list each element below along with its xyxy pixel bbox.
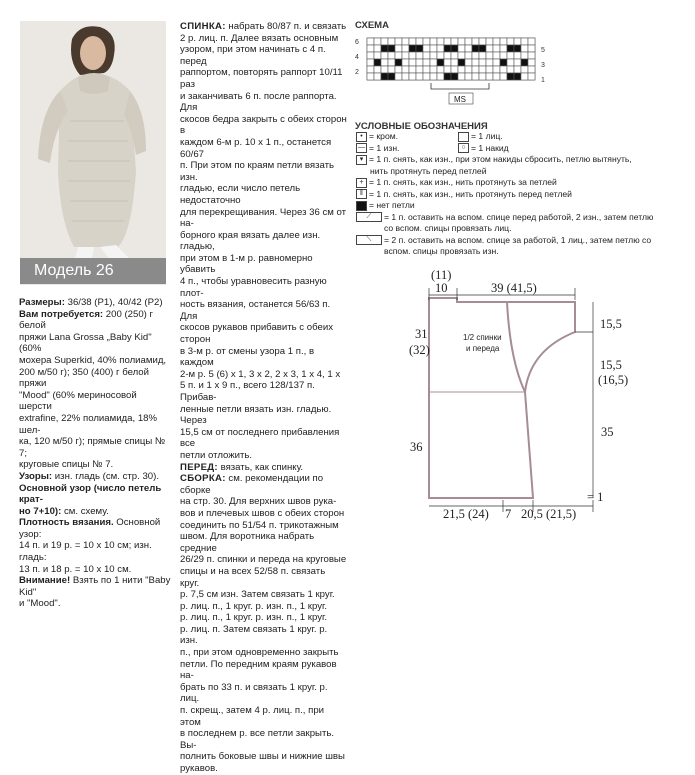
dim-label: 36 bbox=[410, 440, 423, 454]
assembly-line: р. лиц. п., 1 круг. р. изн. п., 1 круг. bbox=[180, 612, 327, 624]
back-line: ленные петли вязать изн. гладью. Через bbox=[180, 403, 332, 427]
sizes-label: Размеры: bbox=[19, 297, 65, 308]
chart-cell bbox=[528, 73, 535, 80]
chart-cell bbox=[437, 38, 444, 45]
row-number: 6 bbox=[355, 39, 359, 46]
chart-cell bbox=[423, 45, 430, 52]
row-number: 2 bbox=[355, 69, 359, 76]
knitting-chart bbox=[355, 33, 555, 113]
repeat-bracket bbox=[431, 83, 489, 89]
chart-cell bbox=[472, 66, 479, 73]
back-line: раппортом, повторять раппорт 10/11 раз bbox=[180, 67, 343, 90]
chart-cell bbox=[458, 73, 465, 80]
chart-cell bbox=[409, 38, 416, 45]
density-line: 13 п. и 18 р. = 10 х 10 см. bbox=[19, 563, 132, 575]
chart-cell bbox=[381, 38, 388, 45]
chart-cell bbox=[409, 66, 416, 73]
back-line: каждом 6-м р. 10 х 1 п., останется 60/67 bbox=[180, 136, 332, 160]
chart-cells bbox=[367, 38, 535, 80]
chart-cell bbox=[402, 59, 409, 66]
chart-cell bbox=[437, 45, 444, 52]
legend-row bbox=[356, 200, 691, 212]
chart-cell bbox=[402, 73, 409, 80]
dim-label: (16,5) bbox=[598, 373, 629, 387]
need-line: круговые спицы № 7. bbox=[19, 459, 114, 471]
assembly-line: брать по 33 п. и связать 1 круг. р. лиц. bbox=[180, 681, 328, 705]
assembly-line: соединить по 51/54 п. трикотажным bbox=[180, 519, 339, 531]
assembly-line: на стр. 30. Для верхних швов рука- bbox=[180, 496, 337, 508]
main-pattern bbox=[19, 483, 171, 518]
chart-cell bbox=[367, 59, 374, 66]
dim-label: 15,5 bbox=[600, 317, 622, 331]
chart-cell bbox=[374, 38, 381, 45]
chart-cell bbox=[472, 45, 479, 52]
chart-cell bbox=[381, 59, 388, 66]
dim-label: 15,5 bbox=[600, 358, 622, 372]
legend-text: = нет петли bbox=[369, 200, 415, 210]
chart-cell bbox=[444, 45, 451, 52]
chart-cell bbox=[493, 59, 500, 66]
knit-icon bbox=[458, 132, 469, 142]
legend-text: = 2 п. оставить на вспом. спице за работой, 1 лиц., затем петлю со bbox=[384, 234, 652, 245]
chart-cell bbox=[374, 59, 381, 66]
chart-cell bbox=[367, 45, 374, 52]
chart-cell bbox=[528, 45, 535, 52]
legend-row bbox=[356, 131, 691, 143]
need-line: extrafine, 22% полиамида, 18% шел- bbox=[19, 412, 158, 436]
chart-cell bbox=[465, 59, 472, 66]
dimension-lines bbox=[429, 288, 593, 512]
dim-label: 20,5 (21,5) bbox=[521, 507, 577, 521]
legend-text: = 1 п. снять, как изн., нить протянуть за петлей bbox=[369, 177, 557, 187]
chart-cell bbox=[374, 45, 381, 52]
chart-cell bbox=[521, 52, 528, 59]
chart-cell bbox=[507, 59, 514, 66]
back-label: СПИНКА: bbox=[180, 21, 226, 32]
chart-cell bbox=[416, 73, 423, 80]
chart-cell bbox=[451, 73, 458, 80]
chart-cell bbox=[367, 52, 374, 59]
chart-cell bbox=[388, 45, 395, 52]
assembly-line: полнить боковые швы и нижние швы bbox=[180, 751, 345, 763]
need-line: ка, 120 м/50 г); прямые спицы № 7; bbox=[19, 436, 166, 459]
chart-cell bbox=[486, 73, 493, 80]
back-line: петли отложить. bbox=[180, 449, 253, 461]
legend bbox=[356, 131, 691, 258]
row-number: 4 bbox=[355, 54, 359, 61]
chart-cell bbox=[430, 38, 437, 45]
chart-cell bbox=[528, 52, 535, 59]
legend-title: УСЛОВНЫЕ ОБОЗНАЧЕНИЯ bbox=[355, 121, 488, 132]
back-line: для перекрещивания. Через 36 см от на- bbox=[180, 206, 347, 230]
chart-cell bbox=[374, 52, 381, 59]
chart-cell bbox=[381, 52, 388, 59]
chart-cell bbox=[430, 73, 437, 80]
yarn-over-icon: ○ bbox=[458, 143, 469, 153]
chart-cell bbox=[493, 38, 500, 45]
chart-cell bbox=[388, 38, 395, 45]
front-section bbox=[180, 462, 347, 474]
legend-text: = 1 изн. bbox=[369, 142, 400, 153]
back-line: при этом в 1-м р. равномерно убавить bbox=[180, 252, 313, 276]
main-label-2: но 7+10): bbox=[19, 505, 62, 517]
chart-cell bbox=[416, 52, 423, 59]
chart-cell bbox=[528, 66, 535, 73]
chart-cell bbox=[402, 38, 409, 45]
chart-cell bbox=[388, 73, 395, 80]
model-illustration bbox=[20, 21, 166, 285]
chart-cell bbox=[514, 52, 521, 59]
garment-schematic bbox=[355, 262, 693, 526]
assembly-line: вов и плечевых швов с обеих сторон bbox=[180, 507, 345, 519]
chart-cell bbox=[409, 45, 416, 52]
chart-cell bbox=[444, 59, 451, 66]
chart-cell bbox=[472, 73, 479, 80]
chart-cell bbox=[521, 59, 528, 66]
chart-cell bbox=[451, 59, 458, 66]
chart-cell bbox=[486, 38, 493, 45]
patterns-text: изн. гладь (см. стр. 30). bbox=[52, 470, 159, 482]
back-section bbox=[180, 21, 347, 462]
chart-cell bbox=[395, 52, 402, 59]
chart-cell bbox=[514, 38, 521, 45]
back-line: 4 п., чтобы уравновесить разную плот- bbox=[180, 276, 327, 299]
edge-stitch-icon: • bbox=[356, 132, 367, 142]
legend-row bbox=[356, 212, 691, 224]
chart-cell bbox=[521, 73, 528, 80]
chart-cell bbox=[423, 73, 430, 80]
chart-cell bbox=[367, 38, 374, 45]
chart-cell bbox=[409, 59, 416, 66]
legend-row bbox=[356, 246, 691, 258]
chart-cell bbox=[430, 59, 437, 66]
chart-cell bbox=[458, 59, 465, 66]
assembly-line: в последнем р. все петли закрыть. Вы- bbox=[180, 728, 334, 751]
chart-cell bbox=[521, 66, 528, 73]
chart-cell bbox=[402, 66, 409, 73]
legend-text: = 1 п. снять, как изн., при этом накиды сбросить, петлю вытянуть, bbox=[369, 154, 632, 164]
chart-cell bbox=[486, 52, 493, 59]
chart-cell bbox=[479, 66, 486, 73]
dim-label: (11) bbox=[431, 268, 452, 282]
legend-text: = 1 п. снять, как изн., нить протянуть перед петлей bbox=[369, 188, 572, 199]
legend-text: нить протянуть перед петлей bbox=[370, 165, 487, 176]
chart-cell bbox=[500, 45, 507, 52]
assembly-line: п. скрещ., затем 4 р. лиц. п., при этом bbox=[180, 705, 325, 728]
legend-text: со вспом. спицы провязать лиц. bbox=[384, 223, 512, 233]
sizes bbox=[19, 297, 171, 309]
legend-row bbox=[356, 154, 691, 166]
assembly-line: р. 7,5 см изн. Затем связать 1 круг. bbox=[180, 589, 335, 601]
assembly-line: см. рекомендации по сборке bbox=[180, 473, 324, 496]
main-label: Основной узор (число петель крат- bbox=[19, 482, 162, 506]
need-line: пряжи Lana Grossa „Baby Kid" (60% bbox=[19, 331, 152, 355]
assembly-section bbox=[180, 473, 347, 774]
chart-cell bbox=[521, 38, 528, 45]
chart-cell bbox=[430, 66, 437, 73]
chart-cell bbox=[423, 66, 430, 73]
slip-back-icon: + bbox=[356, 178, 367, 188]
chart-cell bbox=[374, 66, 381, 73]
chart-cell bbox=[416, 59, 423, 66]
chart-cell bbox=[388, 66, 395, 73]
chart-cell bbox=[486, 45, 493, 52]
chart-cell bbox=[451, 38, 458, 45]
chart-cell bbox=[395, 73, 402, 80]
chart-cell bbox=[493, 45, 500, 52]
chart-cell bbox=[423, 52, 430, 59]
chart-cell bbox=[528, 38, 535, 45]
dim-label: (32) bbox=[409, 343, 430, 357]
legend-row bbox=[356, 223, 691, 235]
chart-cell bbox=[416, 66, 423, 73]
chart-cell bbox=[381, 73, 388, 80]
chart-cell bbox=[465, 38, 472, 45]
chart-cell bbox=[472, 38, 479, 45]
density bbox=[19, 517, 171, 575]
chart-cell bbox=[472, 59, 479, 66]
chart-cell bbox=[395, 66, 402, 73]
chart-cell bbox=[521, 45, 528, 52]
chart-cell bbox=[500, 38, 507, 45]
back-line: гладью, если число петель недостаточно bbox=[180, 183, 301, 206]
chart-cell bbox=[500, 66, 507, 73]
slip-front-icon: ‖ bbox=[356, 189, 367, 199]
chart-cell bbox=[451, 66, 458, 73]
chart-cell bbox=[528, 59, 535, 66]
scheme-title: СХЕМА bbox=[355, 20, 389, 31]
assembly-line: 26/29 п. спинки и переда на круговые bbox=[180, 554, 347, 566]
back-line: 5 п. и 1 х 9 п., всего 128/137 п. Прибав- bbox=[180, 380, 315, 403]
chart-cell bbox=[514, 59, 521, 66]
chart-cell bbox=[507, 73, 514, 80]
legend-row bbox=[356, 235, 691, 247]
model-caption: Модель 26 bbox=[20, 258, 166, 284]
chart-cell bbox=[458, 66, 465, 73]
need-label: Вам потребуется: bbox=[19, 308, 104, 320]
row-number: 3 bbox=[541, 62, 545, 69]
chart-cell bbox=[444, 52, 451, 59]
patterns-label: Узоры: bbox=[19, 470, 53, 482]
dim-label: 31 bbox=[415, 327, 428, 341]
need-line: "Mood" (60% мериносовой шерсти bbox=[19, 389, 137, 413]
garment-outline bbox=[429, 298, 575, 498]
main-text: см. схему. bbox=[61, 505, 109, 517]
patterns bbox=[19, 471, 171, 483]
chart-cell bbox=[479, 52, 486, 59]
chart-cell bbox=[514, 73, 521, 80]
chart-cell bbox=[465, 52, 472, 59]
dim-label: 21,5 (24) bbox=[443, 507, 489, 521]
front-text: вязать, как спинку. bbox=[217, 461, 304, 473]
chart-cell bbox=[444, 38, 451, 45]
back-line: 2-м р. 5 (6) х 1, 3 х 2, 2 х 3, 1 х 4, 1 х bbox=[180, 368, 341, 380]
chart-cell bbox=[507, 52, 514, 59]
chart-cell bbox=[437, 52, 444, 59]
note-line: Взять по 1 нити "Baby Kid" bbox=[19, 575, 171, 598]
repeat-label: MS bbox=[454, 95, 466, 104]
note-label: Внимание! bbox=[19, 575, 71, 587]
chart-cell bbox=[388, 59, 395, 66]
legend-text: = кром. bbox=[369, 131, 399, 141]
chart-cell bbox=[416, 38, 423, 45]
sizes-text: 36/38 (P1), 40/42 (P2) bbox=[64, 297, 163, 308]
back-line: 15,5 см от последнего прибавления все bbox=[180, 426, 340, 450]
chart-cell bbox=[486, 66, 493, 73]
back-line: набрать 80/87 п. и связать bbox=[225, 21, 347, 32]
need-line: 200 м/50 г); 350 (400) г белой пряжи bbox=[19, 366, 149, 390]
back-line: скосов рукавов прибавить с обеих сторон bbox=[180, 322, 333, 346]
back-line: п. При этом по краям петли вязать изн. bbox=[180, 160, 334, 183]
chart-cell bbox=[458, 45, 465, 52]
chart-cell bbox=[465, 73, 472, 80]
dim-label: 7 bbox=[505, 507, 512, 521]
cross-right-icon: ⟍ bbox=[356, 235, 382, 245]
legend-text: = 1 лиц. bbox=[471, 131, 503, 141]
legend-row bbox=[356, 177, 691, 189]
back-line: ность вязания, останется 56/63 п. Для bbox=[180, 299, 331, 322]
chart-cell bbox=[507, 45, 514, 52]
instructions-column bbox=[180, 21, 347, 775]
chart-cell bbox=[416, 45, 423, 52]
chart-cell bbox=[395, 45, 402, 52]
back-line: и заканчивать 6 п. после раппорта. Для bbox=[180, 90, 337, 114]
chart-cell bbox=[472, 52, 479, 59]
chart-cell bbox=[465, 66, 472, 73]
no-stitch-icon bbox=[356, 201, 367, 211]
chart-cell bbox=[493, 66, 500, 73]
legend-row bbox=[356, 143, 691, 155]
piece-label: и переда bbox=[466, 344, 500, 353]
chart-cell bbox=[402, 52, 409, 59]
need-line: 200 (250) г белой bbox=[19, 308, 154, 332]
materials bbox=[19, 309, 171, 471]
front-label: ПЕРЕД: bbox=[180, 461, 218, 473]
note bbox=[19, 575, 171, 610]
chart-cell bbox=[367, 66, 374, 73]
density-line: 14 п. и 19 р. = 10 х 10 см; изн. гладь: bbox=[19, 540, 152, 564]
chart-cell bbox=[451, 45, 458, 52]
legend-text: = 1 п. оставить на вспом. спице перед работой, 2 изн., затем петлю bbox=[384, 211, 654, 222]
density-label: Плотность вязания. bbox=[19, 517, 114, 529]
chart-cell bbox=[486, 59, 493, 66]
assembly-line: п., при этом одновременно закрыть bbox=[180, 647, 339, 659]
chart-cell bbox=[367, 73, 374, 80]
chart-cell bbox=[444, 66, 451, 73]
dim-label: 10 bbox=[435, 281, 448, 295]
chart-cell bbox=[479, 38, 486, 45]
assembly-line: р. лиц. п. Затем связать 1 круг. р. изн. bbox=[180, 623, 328, 647]
back-line: узором, при этом начинать с 4 п. перед bbox=[180, 44, 326, 67]
chart-cell bbox=[500, 73, 507, 80]
chart-cell bbox=[507, 38, 514, 45]
assembly-line: р. лиц. п., 1 круг. р. изн. п., 1 круг. bbox=[180, 600, 327, 612]
model-photo bbox=[20, 21, 166, 285]
chart-cell bbox=[381, 45, 388, 52]
back-line: в 3-м р. от смены узора 1 п., в каждом bbox=[180, 345, 315, 369]
chart-cell bbox=[458, 38, 465, 45]
chart-cell bbox=[514, 66, 521, 73]
cross-left-icon: ⟋ bbox=[356, 212, 382, 222]
back-line: борного края вязать далее изн. гладью, bbox=[180, 229, 321, 253]
chart-cell bbox=[500, 59, 507, 66]
chart-cell bbox=[402, 45, 409, 52]
legend-row bbox=[356, 189, 691, 201]
dim-label: 39 (41,5) bbox=[491, 281, 537, 295]
chart-cell bbox=[444, 73, 451, 80]
chart-cell bbox=[430, 45, 437, 52]
chart-cell bbox=[430, 52, 437, 59]
assembly-line: рукавов. bbox=[180, 763, 218, 774]
chart-cell bbox=[374, 73, 381, 80]
chart-cell bbox=[458, 52, 465, 59]
assembly-line: петли. По передним краям рукавов на- bbox=[180, 658, 337, 682]
chart-cell bbox=[479, 73, 486, 80]
chart-cell bbox=[437, 66, 444, 73]
chart-cell bbox=[465, 45, 472, 52]
materials-column bbox=[19, 297, 171, 610]
legend-text: вспом. спицы провязать изн. bbox=[384, 246, 499, 256]
assembly-label: СБОРКА: bbox=[180, 473, 226, 485]
row-number: 5 bbox=[541, 47, 545, 54]
assembly-line: спицы и на всех 52/58 п. связать круг. bbox=[180, 565, 326, 589]
chart-cell bbox=[451, 52, 458, 59]
chart-cell bbox=[507, 66, 514, 73]
chart-cell bbox=[479, 45, 486, 52]
back-line: 2 р. лиц. п. Далее вязать основным bbox=[180, 32, 339, 44]
chart-cell bbox=[437, 73, 444, 80]
density-line: Основной узор: bbox=[19, 517, 161, 540]
chart-cell bbox=[381, 66, 388, 73]
piece-label: 1/2 спинки bbox=[463, 333, 502, 342]
dim-label: 35 bbox=[601, 425, 614, 439]
note-line: и "Mood". bbox=[19, 598, 61, 610]
dim-label: = 1 bbox=[587, 490, 604, 504]
chart-cell bbox=[500, 52, 507, 59]
legend-text: = 1 накид bbox=[471, 142, 509, 153]
chart-cell bbox=[423, 59, 430, 66]
chart-cell bbox=[479, 59, 486, 66]
purl-icon: — bbox=[358, 144, 365, 152]
chart-cell bbox=[423, 38, 430, 45]
row-number: 1 bbox=[541, 77, 545, 84]
slip-drop-icon: ▾ bbox=[356, 155, 367, 165]
chart-cell bbox=[409, 52, 416, 59]
chart-cell bbox=[493, 73, 500, 80]
chart-cell bbox=[514, 45, 521, 52]
assembly-line: швом. Для воротника набрать средние bbox=[180, 531, 315, 554]
chart-cell bbox=[395, 38, 402, 45]
chart-cell bbox=[388, 52, 395, 59]
chart-cell bbox=[395, 59, 402, 66]
need-line: мохера Superkid, 40% полиамид, bbox=[19, 354, 167, 366]
back-line: скосов бедра закрыть с обеих сторон в bbox=[180, 113, 347, 137]
chart-cell bbox=[493, 52, 500, 59]
legend-row bbox=[356, 166, 691, 178]
chart-cell bbox=[409, 73, 416, 80]
chart-cell bbox=[437, 59, 444, 66]
